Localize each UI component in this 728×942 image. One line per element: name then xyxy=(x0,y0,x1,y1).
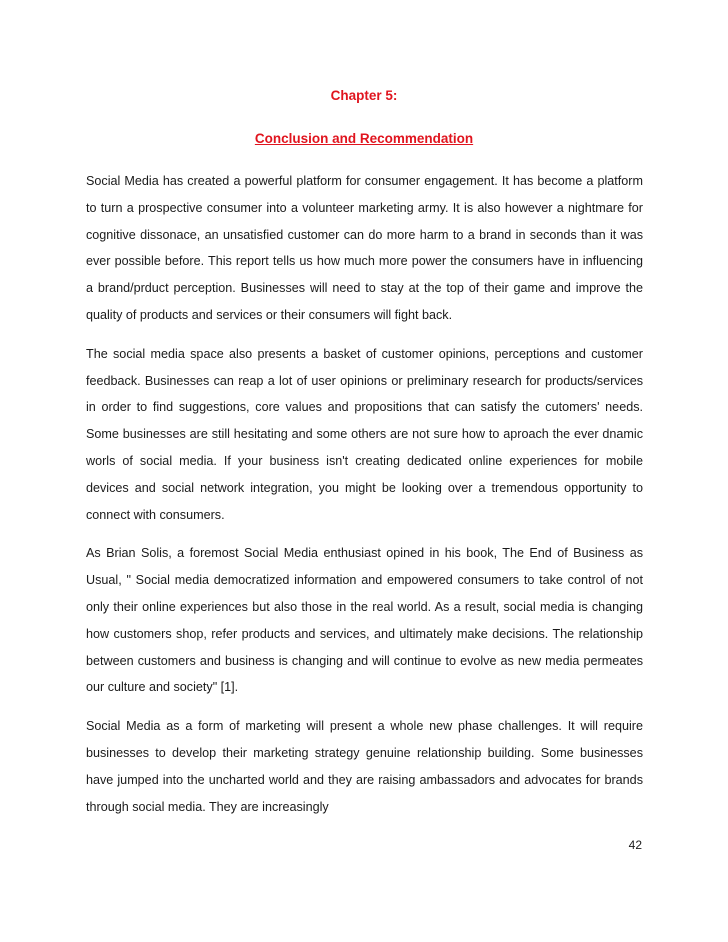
body-text xyxy=(86,168,643,832)
paragraph-4: Social Media as a form of marketing will present a whole new phase challenges. It will require businesses to develop their marketing strategy genuine relationship building. Some businesses have jumped into the uncharted world and they are raising ambassadors and advocates for brands through social media. They are increasingly xyxy=(86,719,643,814)
paragraph-2: The social media space also presents a basket of customer opinions, perceptions and customer feedback. Businesses can reap a lot of user opinions or preliminary research for products/services in order to find suggestions, core values and propositions that can satisfy the cutomers' needs. Some businesses are still hesitating and some others are not sure how to aproach the ever dnamic worls of social media. If your business isn't creating dedicated online experiences for mobile devices and social network integration, you might be looking over a tremendous opportunity to connect with consumers. xyxy=(86,346,643,522)
paragraph-3: As Brian Solis, a foremost Social Media enthusiast opined in his book, The End of Business as Usual, " Social media democratized information and empowered consumers to take control of not only their online experiences but also those in the real world. As a result, social media is changing how customers shop, refer products and services, and ultimately make decisions. The relationship between customers and business is changing and will continue to evolve as new media permeates our culture and society" [1]. xyxy=(86,546,643,695)
chapter-label: Chapter 5: xyxy=(330,88,398,103)
page-number: 42 xyxy=(628,838,642,852)
chapter-title: Conclusion and Recommendation xyxy=(254,131,474,146)
paragraph-1: Social Media has created a powerful platform for consumer engagement. It has become a platform to turn a prospective consumer into a volunteer marketing army. It is also however a nightmare for cognitive dissonace, an unsatisfied customer can do more harm to a brand in seconds than it was ever possible before. This report tells us how much more power the consumers have in influencing a brand/prduct perception. Businesses will need to stay at the top of their game and improve the quality of products and services or their consumers will fight back. xyxy=(86,174,643,322)
